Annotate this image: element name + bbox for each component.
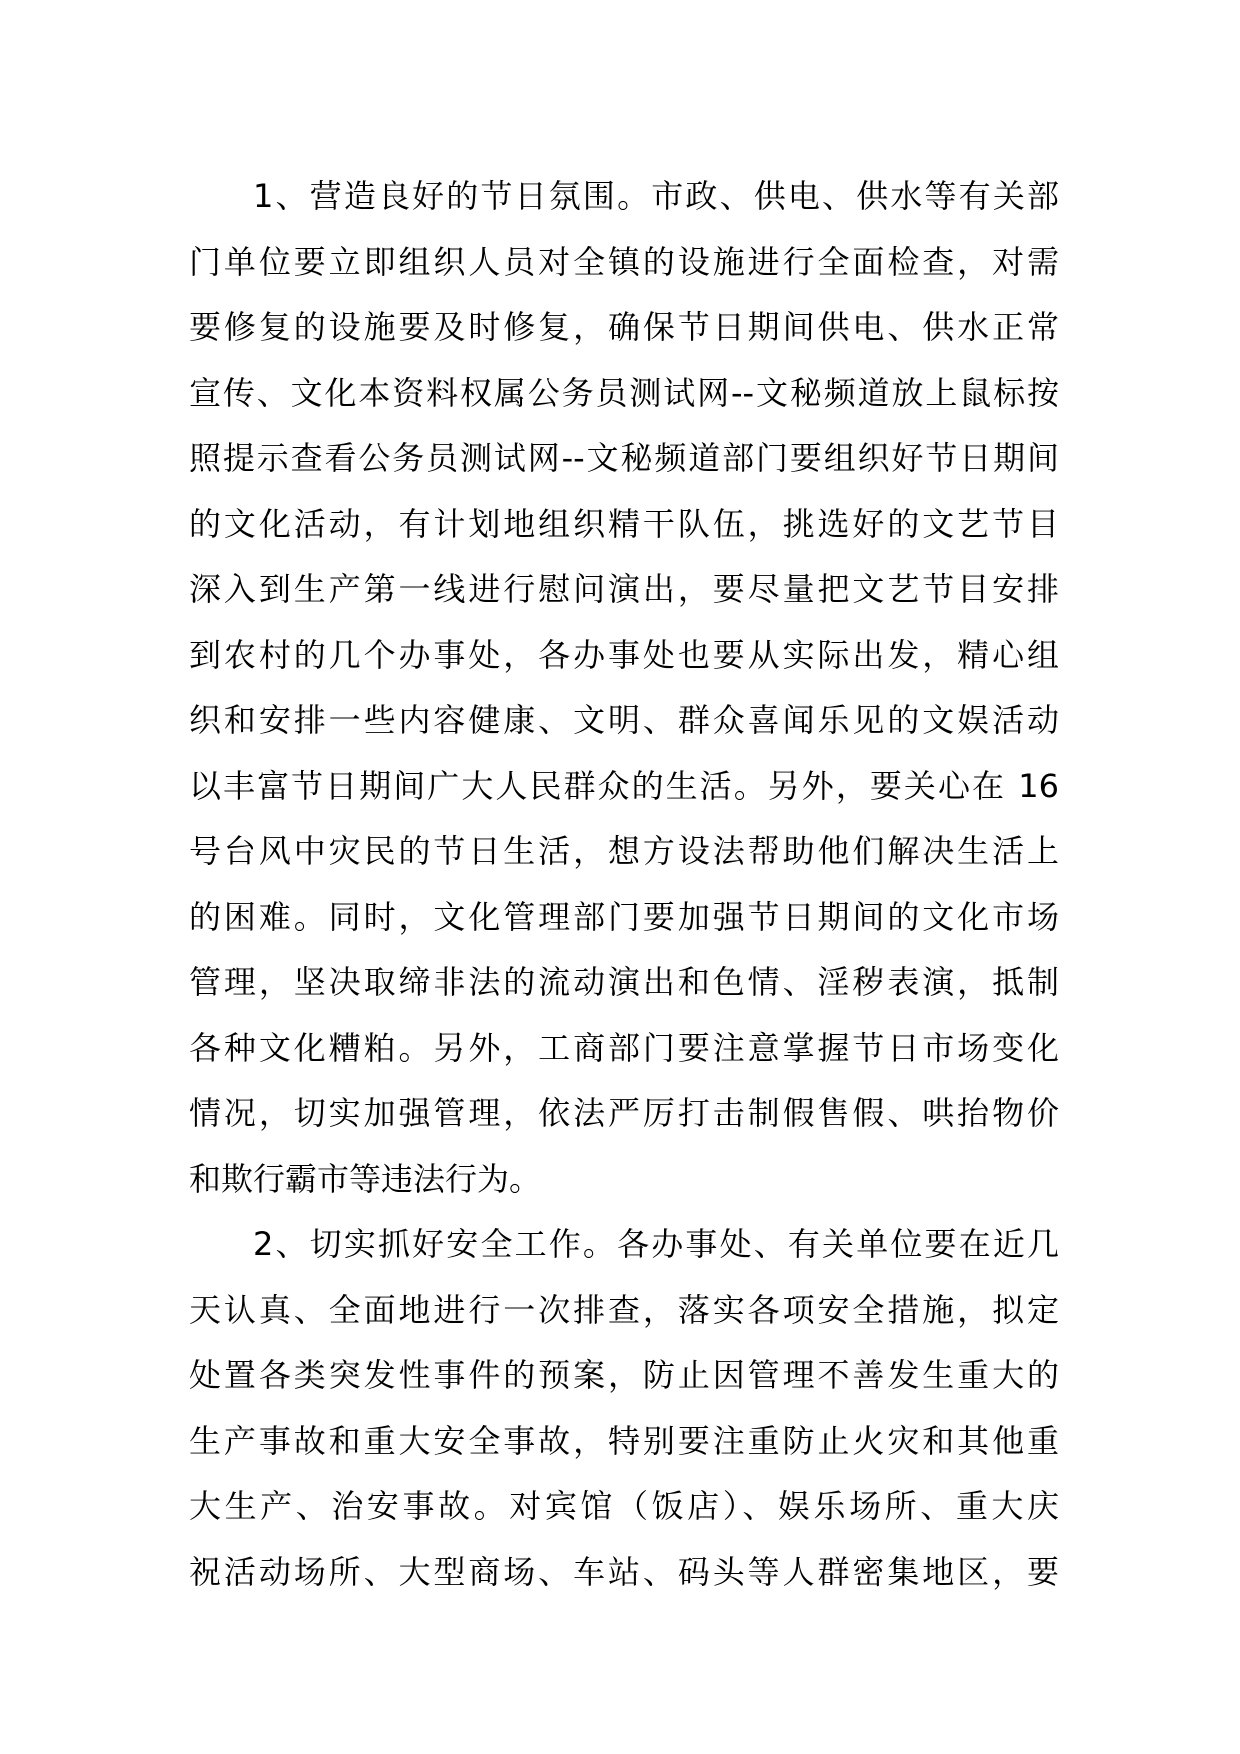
paragraph-line: 生产事故和重大安全事故，特别要注重防止火灾和其他重: [189, 1421, 1059, 1460]
paragraph-line: 管理，坚决取缔非法的流动演出和色情、淫秽表演，抵制: [189, 963, 1059, 1001]
paragraph-line: 祝活动场所、大型商场、车站、码头等人群密集地区，要: [189, 1552, 1059, 1591]
paragraph-line: 以丰富节日期间广大人民群众的生活。另外，要关心在 16: [189, 766, 1059, 805]
paragraph-line: 天认真、全面地进行一次排查，落实各项安全措施，拟定: [189, 1290, 1059, 1329]
paragraph-line: 到农村的几个办事处，各办事处也要从实际出发，精心组: [189, 635, 1059, 674]
paragraph-line: 宣传、文化本资料权属公务员测试网--文秘频道放上鼠标按: [189, 373, 1059, 412]
paragraph-line: 照提示查看公务员测试网--文秘频道部门要组织好节日期间: [189, 439, 1059, 477]
paragraph-line: 号台风中灾民的节日生活，想方设法帮助他们解决生活上: [189, 832, 1059, 870]
paragraph-line: 大生产、治安事故。对宾馆（饭店）、娱乐场所、重大庆: [189, 1487, 1059, 1525]
paragraph-line: 1、营造良好的节日氛围。市政、供电、供水等有关部: [253, 177, 1059, 215]
paragraph-line: 要修复的设施要及时修复，确保节日期间供电、供水正常: [189, 308, 1059, 346]
paragraph-1: [189, 164, 1059, 1212]
paragraph-2: [189, 1212, 1059, 1605]
paragraph-line: 深入到生产第一线进行慰问演出，要尽量把文艺节目安排: [189, 570, 1059, 608]
paragraph-line: 的困难。同时，文化管理部门要加强节日期间的文化市场: [189, 897, 1059, 936]
paragraph-line: 的文化活动，有计划地组织精干队伍，挑选好的文艺节目: [189, 504, 1059, 543]
paragraph-line: 各种文化糟粕。另外，工商部门要注意掌握节日市场变化: [189, 1028, 1059, 1067]
paragraph-line: 和欺行霸市等违法行为。: [189, 1159, 542, 1198]
paragraph-line: 织和安排一些内容健康、文明、群众喜闻乐见的文娱活动: [189, 701, 1059, 739]
body-text: [189, 164, 1059, 1605]
paragraph-line: 处置各类突发性事件的预案，防止因管理不善发生重大的: [189, 1356, 1059, 1394]
paragraph-line: 门单位要立即组织人员对全镇的设施进行全面检查，对需: [189, 242, 1059, 281]
paragraph-line: 情况，切实加强管理，依法严厉打击制假售假、哄抬物价: [189, 1094, 1059, 1132]
paragraph-line: 2、切实抓好安全工作。各办事处、有关单位要在近几: [253, 1225, 1059, 1263]
